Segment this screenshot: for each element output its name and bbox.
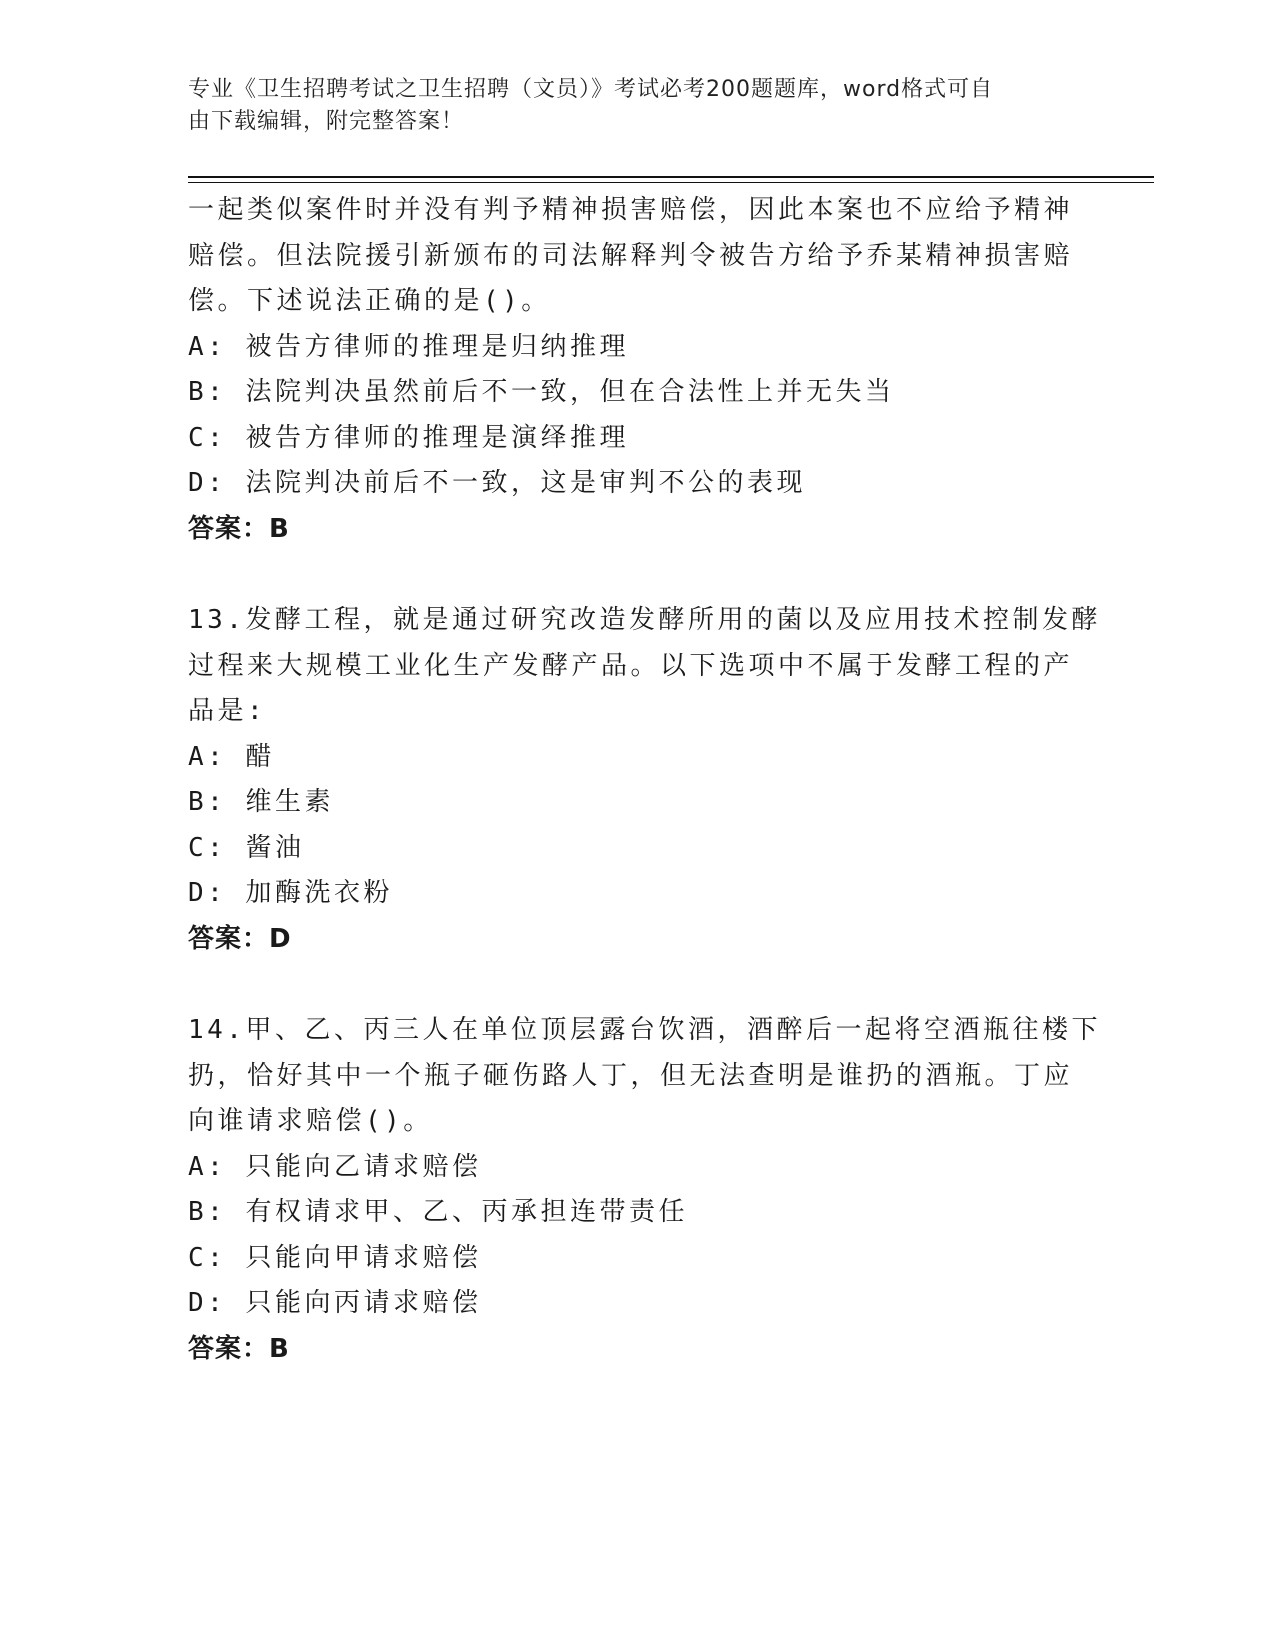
- answer-label: 答案：B: [188, 1333, 290, 1364]
- option-d: D: 法院判决前后不一致，这是审判不公的表现: [188, 468, 806, 498]
- option-c: C: 酱油: [188, 832, 305, 863]
- option-b: B: 有权请求甲、乙、丙承担连带责任: [188, 1197, 688, 1227]
- question-stem-line: 向谁请求赔偿()。: [188, 1106, 433, 1136]
- question-stem-line: 赔偿。但法院援引新颁布的司法解释判令被告方给予乔某精神损害赔: [188, 240, 1074, 271]
- question-stem-line: 过程来大规模工业化生产发酵产品。以下选项中不属于发酵工程的产: [188, 650, 1074, 681]
- header-line-2: 由下载编辑，附完整答案！: [188, 109, 465, 134]
- question-14: [188, 1008, 1101, 1372]
- question-stem-line: 13.发酵工程，就是通过研究改造发酵所用的菌以及应用技术控制发酵: [188, 605, 1101, 635]
- question-list: [188, 188, 1101, 1372]
- answer-label: 答案：D: [188, 923, 292, 954]
- question-spacer: [188, 962, 1088, 1008]
- option-d: D: 只能向丙请求赔偿: [188, 1288, 482, 1318]
- question-stem-line: 扔，恰好其中一个瓶子砸伤路人丁，但无法查明是谁扔的酒瓶。丁应: [188, 1060, 1074, 1091]
- option-c: C: 被告方律师的推理是演绎推理: [188, 422, 629, 453]
- option-b: B: 维生素: [188, 787, 334, 817]
- option-b: B: 法院判决虽然前后不一致，但在合法性上并无失当: [188, 377, 895, 407]
- option-a: A: 醋: [188, 741, 275, 772]
- header-divider-thin: [188, 182, 1154, 183]
- question-12: [188, 188, 1088, 552]
- question-stem-line: 品是:: [188, 696, 267, 726]
- question-13: [188, 598, 1101, 962]
- answer-label: 答案：B: [188, 513, 290, 544]
- option-a: A: 只能向乙请求赔偿: [188, 1151, 482, 1182]
- option-a: A: 被告方律师的推理是归纳推理: [188, 331, 629, 362]
- question-spacer: [188, 552, 1088, 598]
- header-line-1: 专业《卫生招聘考试之卫生招聘（文员）》考试必考200题题库，word格式可自: [188, 77, 994, 102]
- option-c: C: 只能向甲请求赔偿: [188, 1242, 482, 1273]
- option-d: D: 加酶洗衣粉: [188, 878, 393, 908]
- header-divider-thick: [188, 176, 1154, 178]
- question-stem-line: 14.甲、乙、丙三人在单位顶层露台饮酒，酒醉后一起将空酒瓶往楼下: [188, 1015, 1101, 1045]
- question-stem-line: 一起类似案件时并没有判予精神损害赔偿，因此本案也不应给予精神: [188, 195, 1074, 225]
- document-header: [188, 74, 1068, 138]
- question-stem-line: 偿。下述说法正确的是()。: [188, 286, 551, 316]
